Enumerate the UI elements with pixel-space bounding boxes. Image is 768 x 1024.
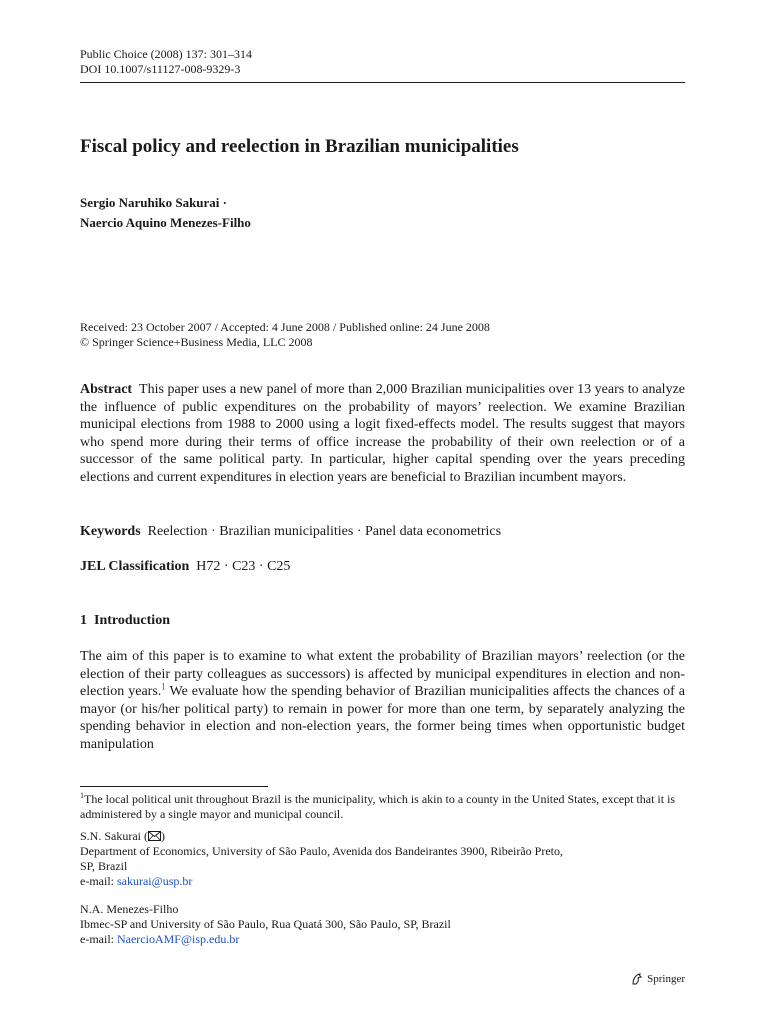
paper-title: Fiscal policy and reelection in Brazilian municipalities	[80, 136, 519, 157]
received-dates: Received: 23 October 2007 / Accepted: 4 June 2008 / Published online: 24 June 2008	[80, 320, 490, 334]
affiliation-1	[80, 829, 563, 889]
affiliation-1-name-line	[80, 829, 563, 844]
journal-header	[80, 47, 252, 77]
affiliation-1-location: SP, Brazil	[80, 859, 128, 873]
springer-horse-icon	[630, 972, 644, 986]
section-heading	[80, 613, 170, 629]
header-rule	[80, 82, 685, 83]
intro-text-1: The aim of this paper is to examine to what extent the probability of Brazilian mayors’ reelection (or the election of their party colleagues as successors) is affected by municipal expenditures in election and non-election years.	[80, 649, 685, 700]
author-2: Naercio Aquino Menezes-Filho	[80, 215, 251, 230]
jel-classification	[80, 559, 290, 575]
author-list	[80, 193, 251, 233]
keywords-text: Reelection · Brazilian municipalities · Panel data econometrics	[147, 524, 502, 539]
journal-citation: Public Choice (2008) 137: 301–314	[80, 47, 252, 61]
abstract-label: Abstract	[80, 382, 133, 397]
copyright-line: © Springer Science+Business Media, LLC 2008	[80, 335, 313, 349]
email-label: e-mail:	[80, 932, 114, 946]
author-1: Sergio Naruhiko Sakurai ·	[80, 195, 227, 210]
footnote	[80, 792, 685, 822]
section-title: Introduction	[94, 613, 170, 628]
affiliation-2-institution: Ibmec-SP and University of São Paulo, Rua Quatá 300, São Paulo, SP, Brazil	[80, 917, 451, 931]
affiliation-1-institution: Department of Economics, University of São Paulo, Avenida dos Bandeirantes 3900, Ribeirão Preto,	[80, 844, 564, 858]
keywords-label: Keywords	[80, 524, 141, 539]
affiliation-2-name: N.A. Menezes-Filho	[80, 902, 179, 916]
affiliation-2-email-line	[80, 932, 451, 947]
keywords	[80, 524, 501, 540]
footnote-mark: 1	[80, 791, 84, 800]
footnote-rule	[80, 786, 268, 787]
email-link-sakurai[interactable]: sakurai@usp.br	[116, 874, 193, 888]
email-label: e-mail:	[80, 874, 114, 888]
affiliation-1-name-end: )	[161, 829, 165, 843]
abstract	[80, 381, 685, 487]
footnote-text: The local political unit throughout Brazil is the municipality, which is akin to a county in the United States, except that it is administered by a single mayor and municipal council.	[80, 792, 676, 821]
publication-dates	[80, 320, 490, 350]
footnote-link[interactable]: 1	[161, 681, 166, 692]
jel-codes: H72 · C23 · C25	[196, 559, 291, 574]
envelope-icon	[148, 831, 161, 841]
section-number: 1	[80, 613, 87, 628]
email-link-menezes[interactable]: NaercioAMF@isp.edu.br	[116, 932, 240, 946]
journal-doi: DOI 10.1007/s11127-008-9329-3	[80, 62, 241, 76]
publisher-name: Springer	[647, 973, 685, 985]
affiliation-1-email-line	[80, 874, 563, 889]
jel-label: JEL Classification	[80, 559, 190, 574]
introduction-paragraph	[80, 648, 685, 754]
affiliation-2	[80, 902, 451, 947]
intro-text-2: We evaluate how the spending behavior of Brazilian municipalities affects the chances of a mayor (or his/her political party) to remain in power for more than one term, by separately analyzing the spending behavior in election and non-election years, the former being times when opportunistic budget manipulation	[80, 684, 685, 752]
abstract-text: This paper uses a new panel of more than 2,000 Brazilian municipalities over 13 years to analyze the influence of public expenditures on the probability of mayors’ reelection. We examine Brazilian municipal elections from 1988 to 2000 using a logit fixed-effects model. The results suggest that mayors who spend more during their terms of office increase the probability of their own reelection or of a successor of the same political party. In particular, higher capital spending over the years preceding elections and current expenditures in election years are beneficial to Brazilian incumbent mayors.	[80, 382, 686, 485]
affiliation-1-name: S.N. Sakurai (	[80, 829, 148, 843]
publisher-logo	[630, 972, 685, 986]
